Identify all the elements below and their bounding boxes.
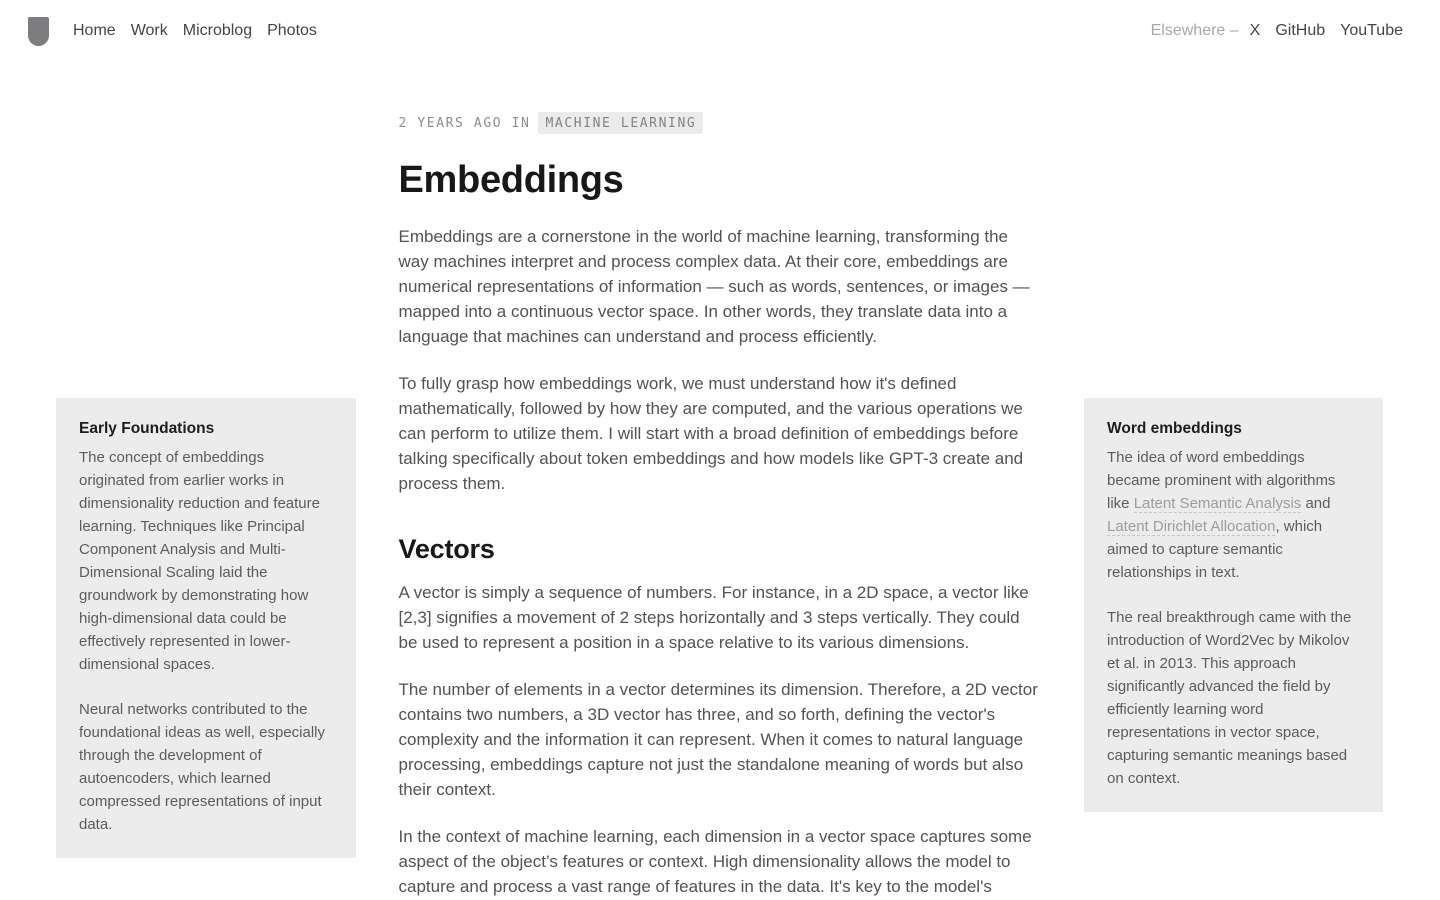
nav-item-home[interactable]: Home	[73, 22, 116, 39]
sidenote-text: and	[1301, 495, 1331, 512]
article-meta	[399, 112, 1042, 134]
top-nav	[0, 0, 1440, 62]
sidenote-text: The idea of word embeddings became prominent with algorithms like	[1107, 449, 1336, 512]
sidenote-paragraph	[1107, 446, 1360, 584]
elsewhere-label: Elsewhere –	[1150, 22, 1239, 39]
meta-date-label: 2 YEARS AGO IN	[398, 115, 531, 131]
article-paragraph: In the context of machine learning, each dimension in a vector space captures some aspect of the object’s features or context. High dimensionality allows the model to capture and process a vast range of features in the data. It's key to the model's	[398, 827, 1032, 896]
sidenote-paragraph: The real breakthrough came with the introduction of Word2Vec by Mikolov et al. in 2013. This approach significantly advanced the field by efficiently learning word representations in vector space, capturing semantic meanings based on context.	[1107, 609, 1352, 787]
link-latent-dirichlet-allocation[interactable]: Latent Dirichlet Allocation	[1107, 518, 1276, 535]
sidenote-heading: Word embeddings	[1107, 420, 1242, 437]
article	[399, 62, 1042, 899]
nav-left	[28, 17, 317, 46]
category-tag[interactable]: MACHINE LEARNING	[538, 112, 703, 134]
nav-item-youtube[interactable]: YouTube	[1340, 22, 1403, 39]
nav-item-github[interactable]: GitHub	[1275, 22, 1326, 39]
sidenote-early-foundations	[56, 398, 356, 858]
sidenote-heading: Early Foundations	[79, 420, 215, 437]
page-body	[0, 62, 1440, 899]
nav-item-work[interactable]: Work	[130, 22, 168, 39]
sidenote-text: , which aimed to capture semantic relationships in text.	[1107, 518, 1323, 581]
article-paragraph: Embeddings are a cornerstone in the world of machine learning, transforming the way machines interpret and process complex data. At their core, embeddings are numerical representations of information — such as words, sentences, or images — mapped into a continuous vector space. In other words, they translate data into a language that machines can understand and process efficiently.	[398, 227, 1030, 346]
page-title: Embeddings	[398, 159, 624, 201]
link-latent-semantic-analysis[interactable]: Latent Semantic Analysis	[1133, 495, 1302, 512]
nav-item-microblog[interactable]: Microblog	[182, 22, 253, 39]
article-paragraph: A vector is simply a sequence of numbers. For instance, in a 2D space, a vector like [2,3] signifies a movement of 2 steps horizontally and 3 steps vertically. They could be used to represent a position in a space relative to its various dimensions.	[398, 583, 1029, 652]
sidenote-paragraph: Neural networks contributed to the foundational ideas as well, especially through the development of autoencoders, which learned compressed representations of input data.	[79, 701, 325, 833]
primary-nav	[73, 22, 317, 40]
nav-item-photos[interactable]: Photos	[267, 22, 317, 39]
section-heading-vectors: Vectors	[398, 534, 495, 564]
sidenote-word-embeddings	[1084, 398, 1383, 812]
nav-item-x[interactable]: X	[1249, 22, 1261, 39]
sidenote-paragraph: The concept of embeddings originated from earlier works in dimensionality reduction and feature learning. Techniques like Principal Component Analysis and Multi-Dimensional Scaling laid the groundwork by demonstrating how high-dimensional data could be effectively represented in lower-dimensional spaces.	[79, 449, 320, 673]
article-paragraph: To fully grasp how embeddings work, we must understand how it's defined mathematically, followed by how they are computed, and the various operations we can perform to utilize them. I will start with a broad definition of embeddings before talking specifically about token embeddings and how models like GPT-3 create and process them.	[398, 374, 1024, 493]
article-paragraph: The number of elements in a vector determines its dimension. Therefore, a 2D vector contains two numbers, a 3D vector has three, and so forth, defining the vector's complexity and the information it can represent. When it comes to natural language processing, embeddings capture not just the standalone meaning of words but also their context.	[398, 680, 1038, 799]
site-logo-icon[interactable]	[28, 17, 49, 46]
nav-right	[1151, 22, 1403, 40]
